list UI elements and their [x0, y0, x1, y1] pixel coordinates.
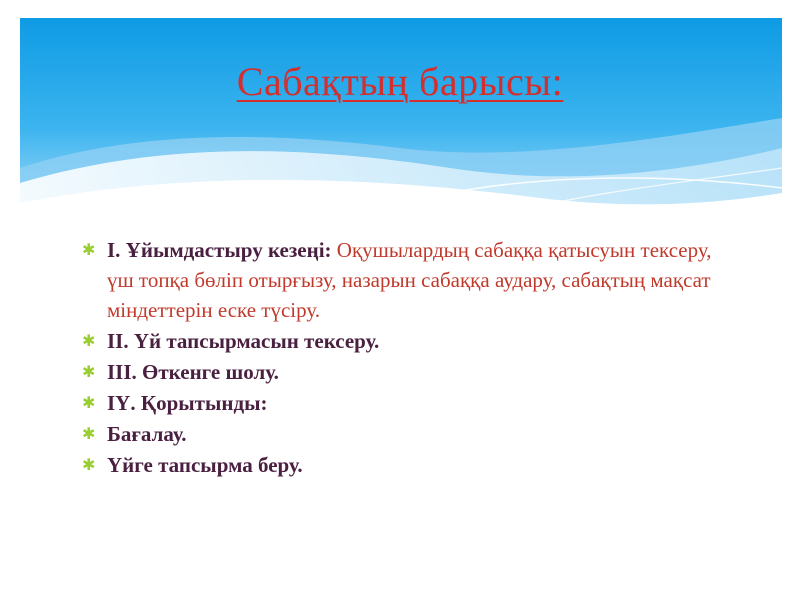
lesson-steps-list	[82, 235, 732, 480]
star-bullet-icon: ✱	[82, 393, 96, 412]
star-bullet-icon: ✱	[82, 424, 96, 443]
star-bullet-icon: ✱	[82, 240, 96, 259]
step-lead: Үйге тапсырма беру.	[107, 453, 303, 477]
star-bullet-icon: ✱	[82, 331, 96, 350]
slide-title: Сабақтың барысы:	[236, 59, 564, 104]
list-item	[82, 235, 732, 325]
step-lead: ІҮ. Қорытынды:	[107, 391, 268, 415]
star-bullet-icon: ✱	[82, 455, 96, 474]
step-lead: ІІІ. Өткенге шолу.	[107, 360, 279, 384]
step-detail: Оқушылардың сабаққа қатысуын тексеру, үш топқа бөліп отырғызу, назарын сабаққа аудару, сабақтың мақсат міндеттерін еске түсіру.	[107, 238, 712, 322]
sky-wave-banner	[20, 18, 782, 218]
list-item	[82, 326, 732, 356]
step-lead: Бағалау.	[107, 422, 187, 446]
list-item	[82, 450, 732, 480]
list-item	[82, 388, 732, 418]
step-lead: ІІ. Үй тапсырмасын тексеру.	[107, 329, 380, 353]
star-bullet-icon: ✱	[82, 362, 96, 381]
step-lead: І. Ұйымдастыру кезеңі:	[107, 238, 337, 262]
list-item	[82, 419, 732, 449]
list-item	[82, 357, 732, 387]
